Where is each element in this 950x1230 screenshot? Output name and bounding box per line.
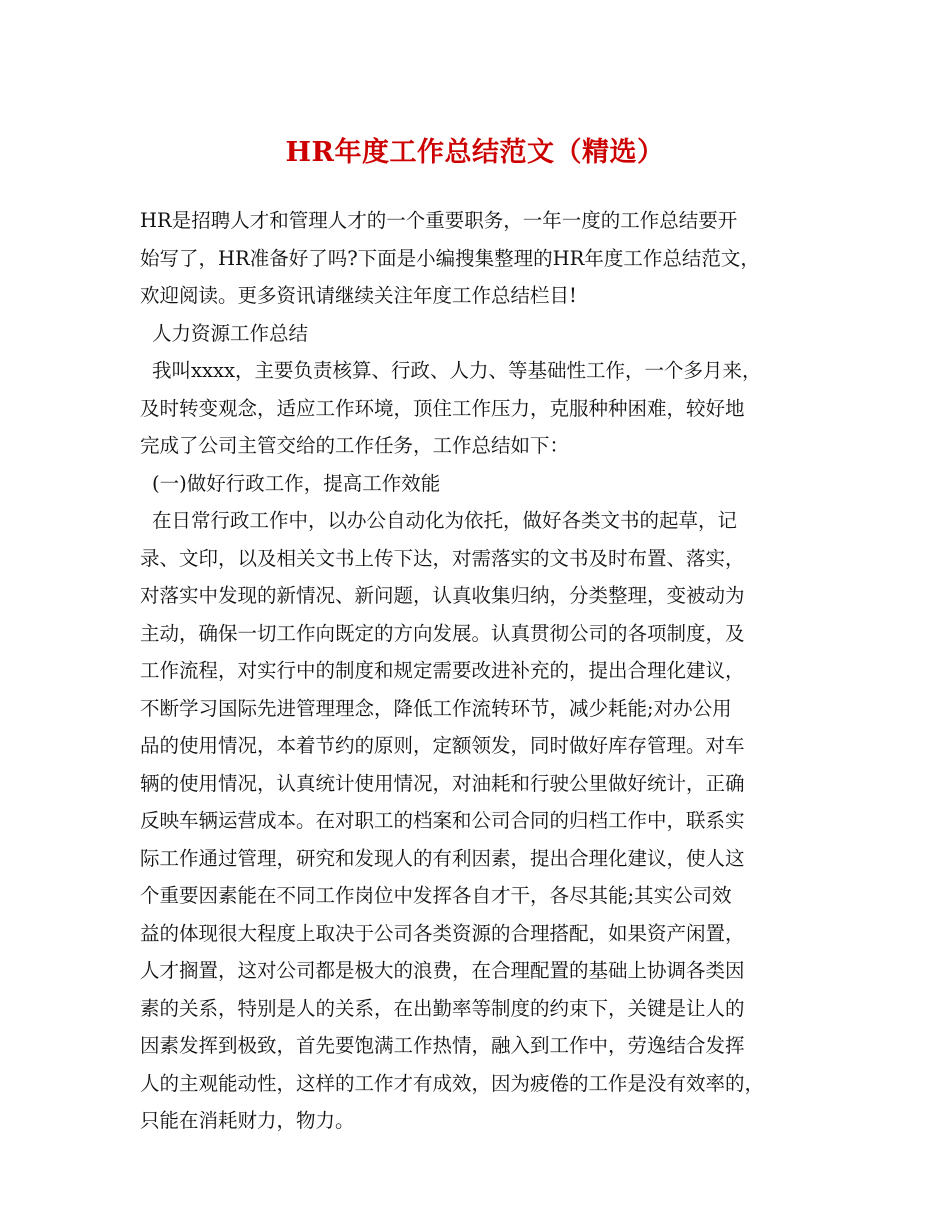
paragraph-line: 际工作通过管理，研究和发现人的有利因素，提出合理化建议，使人这 — [140, 846, 745, 870]
paragraph-line: 欢迎阅读。更多资讯请继续关注年度工作总结栏目! — [140, 284, 577, 307]
paragraph-line: 反映车辆运营成本。在对职工的档案和公司合同的归档工作中，联系实 — [140, 809, 745, 832]
paragraph-line: 始写了，HR准备好了吗?下面是小编搜集整理的HR年度工作总结范文， — [140, 246, 760, 270]
paragraph-line: 品的使用情况，本着节约的原则，定额领发，同时做好库存管理。对车 — [140, 734, 745, 757]
paragraph-line: 录、文印，以及相关文书上传下达，对需落实的文书及时布置、落实， — [140, 546, 745, 570]
paragraph-line: 个重要因素能在不同工作岗位中发挥各自才干，各尽其能;其实公司效 — [140, 884, 732, 907]
document-title: HR年度工作总结范文（精选） — [285, 137, 665, 168]
paragraph-line: 只能在消耗财力，物力。 — [140, 1109, 355, 1132]
paragraph-line: 素的关系，特别是人的关系，在出勤率等制度的约束下，关键是让人的 — [140, 996, 745, 1020]
paragraph-line: 完成了公司主管交给的工作任务，工作总结如下： — [140, 434, 570, 457]
paragraph-line: 益的体现很大程度上取决于公司各类资源的合理搭配，如果资产闲置， — [140, 921, 745, 945]
paragraph-line: 因素发挥到极致，首先要饱满工作热情，融入到工作中，劳逸结合发挥 — [140, 1034, 745, 1057]
paragraph-line: 人的主观能动性，这样的工作才有成效，因为疲倦的工作是没有效率的， — [140, 1071, 765, 1095]
document-body — [140, 202, 830, 1140]
paragraph-line: HR是招聘人才和管理人才的一个重要职务，一年一度的工作总结要开 — [140, 209, 738, 232]
paragraph-line: 工作流程，对实行中的制度和规定需要改进补充的，提出合理化建议， — [140, 659, 745, 682]
paragraph-line: 人才搁置，这对公司都是极大的浪费，在合理配置的基础上协调各类因 — [140, 959, 745, 982]
paragraph-line: 不断学习国际先进管理理念，降低工作流转环节，减少耗能;对办公用 — [140, 696, 732, 720]
paragraph-line: 及时转变观念，适应工作环境，顶住工作压力，克服种种困难，较好地 — [140, 396, 745, 420]
subsection-heading: (一)做好行政工作，提高工作效能 — [152, 471, 441, 495]
paragraph-line: 对落实中发现的新情况、新问题，认真收集归纳，分类整理，变被动为 — [140, 584, 745, 607]
section-heading: 人力资源工作总结 — [152, 321, 309, 345]
paragraph-line: 我叫xxxx，主要负责核算、行政、人力、等基础性工作，一个多月来， — [152, 359, 762, 382]
paragraph-line: 辆的使用情况，认真统计使用情况，对油耗和行驶公里做好统计，正确 — [140, 771, 745, 795]
paragraph-line: 在日常行政工作中，以办公自动化为依托，做好各类文书的起草，记 — [152, 509, 738, 532]
paragraph-line: 主动，确保一切工作向既定的方向发展。认真贯彻公司的各项制度，及 — [140, 621, 745, 645]
